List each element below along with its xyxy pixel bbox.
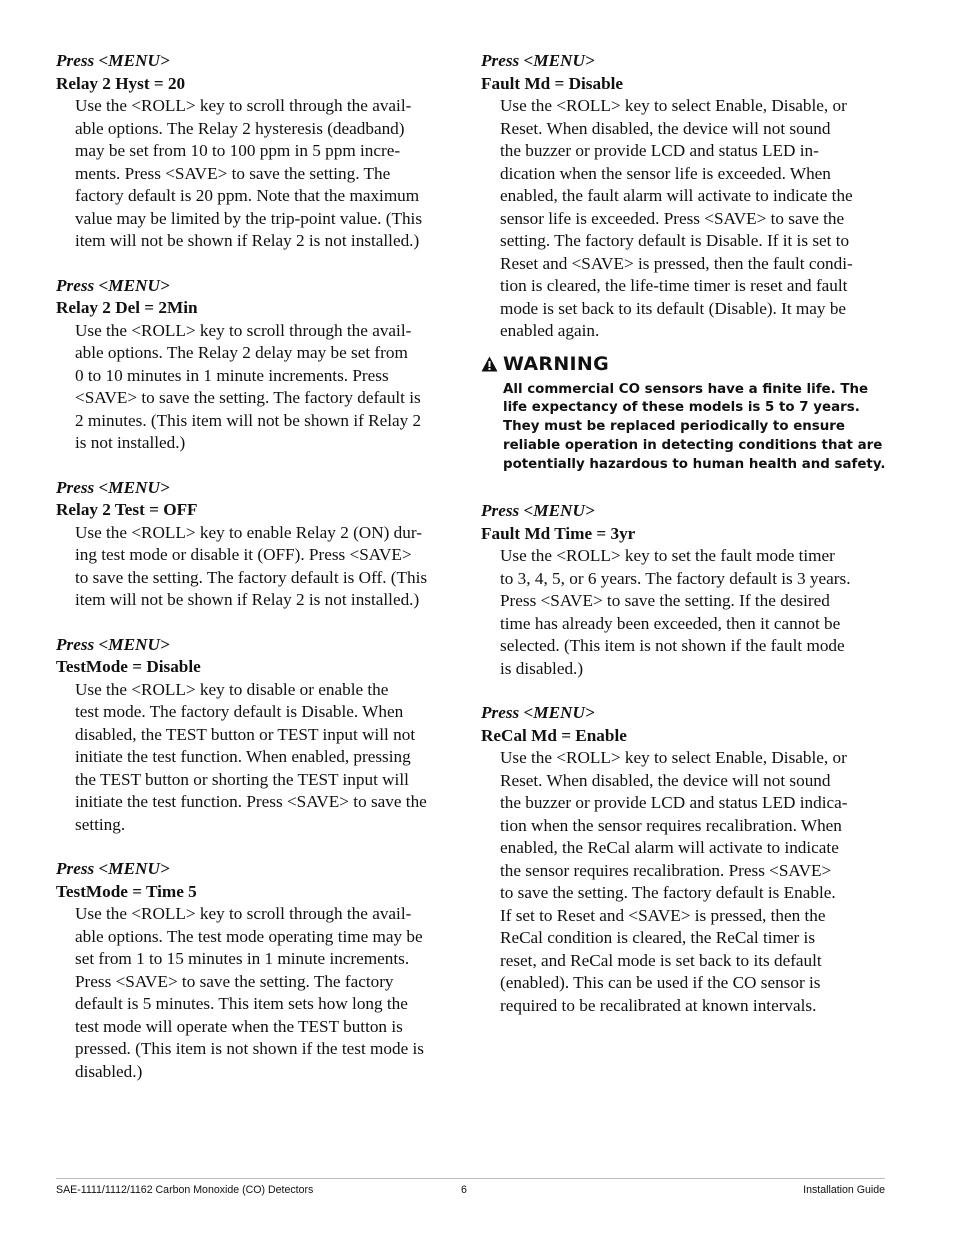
body-line: able options. The Relay 2 delay may be set from [75,343,408,362]
warning-line: They must be replaced periodically to ensure [503,419,845,435]
section-body [75,679,461,837]
warning-line: life expectancy of these models is 5 to 7 years. [503,400,860,416]
body-line: Use the <ROLL> key to set the fault mode timer [500,546,835,566]
body-line: to save the setting. The factory default is Off. (This [75,567,428,587]
body-line: setting. [75,814,126,834]
body-line: required to be recalibrated at known intervals. [500,995,817,1015]
body-line: (enabled). This can be used if the CO sensor is [500,973,821,993]
body-line: is not installed.) [75,433,186,452]
body-line: factory default is 20 ppm. Note that the maximum [75,186,420,205]
body-line: disabled.) [75,1061,143,1081]
section-testmode-time [56,858,461,1083]
section-fault-md-time [481,500,886,680]
body-line: If set to Reset and <SAVE> is pressed, then the [500,905,826,925]
footer-doc-title: SAE-1111/1112/1162 Carbon Monoxide (CO) Detectors [56,1184,314,1196]
body-line: may be set from 10 to 100 ppm in 5 ppm incre- [75,141,401,160]
body-line: to save the setting. The factory default is Enable. [500,883,836,903]
body-line: 0 to 10 minutes in 1 minute increments. Press [75,365,389,385]
setting-heading: TestMode = Time 5 [56,881,197,901]
body-line: Use the <ROLL> key to disable or enable the [75,679,389,699]
body-line: Press <SAVE> to save the setting. If the desired [500,591,830,611]
body-line: tion when the sensor requires recalibration. When [500,815,842,835]
section-body [500,95,886,343]
body-line: item will not be shown if Relay 2 is not installed.) [75,231,420,250]
press-menu-label: Press <MENU> [56,477,170,497]
body-line: disabled, the TEST button or TEST input will not [75,724,416,744]
footer-guide-label: Installation Guide [803,1184,885,1196]
body-line: tion is cleared, the life-time timer is reset and fault [500,276,848,295]
body-line: Reset. When disabled, the device will not sound [500,770,831,790]
body-line: reset, and ReCal mode is set back to its default [500,950,822,970]
section-body [75,522,461,612]
section-body [500,545,886,680]
body-line: setting. The factory default is Disable. If it is set to [500,231,850,250]
body-line: default is 5 minutes. This item sets how long the [75,994,408,1013]
page-footer [56,1178,885,1196]
body-line: Reset and <SAVE> is pressed, then the fault condi- [500,253,853,273]
left-column [56,50,461,1105]
body-line: ReCal condition is cleared, the ReCal timer is [500,928,816,948]
section-body [500,747,886,1017]
setting-heading: TestMode = Disable [56,657,201,676]
press-menu-label: Press <MENU> [56,275,170,295]
body-line: item will not be shown if Relay 2 is not installed.) [75,590,420,609]
body-line: ments. Press <SAVE> to save the setting. The [75,163,391,183]
body-line: value may be limited by the trip-point value. (This [75,208,423,228]
section-body [75,903,461,1083]
body-line: Use the <ROLL> key to scroll through the avail- [75,904,412,923]
footer-page-number: 6 [461,1184,467,1196]
press-menu-label: Press <MENU> [56,859,170,878]
body-line: initiate the test function. Press <SAVE> to save the [75,792,427,811]
warning-line: potentially hazardous to human health and safety. [503,456,886,472]
body-line: Use the <ROLL> key to scroll through the avail- [75,96,412,115]
body-line: mode is set back to its default (Disable). It may be [500,298,847,318]
warning-triangle-icon [481,356,498,372]
body-line: enabled again. [500,321,600,340]
body-line: Reset. When disabled, the device will not sound [500,118,831,138]
body-line: time has already been exceeded, then it cannot be [500,613,841,633]
warning-line: reliable operation in detecting conditions that are [503,437,883,453]
setting-heading: Fault Md Time = 3yr [481,523,636,543]
press-menu-label: Press <MENU> [56,51,170,70]
section-fault-md [481,50,886,343]
body-line: 2 minutes. (This item will not be shown if Relay 2 [75,410,422,430]
warning-title-text: WARNING [503,352,610,375]
setting-heading: Fault Md = Disable [481,73,624,93]
body-line: initiate the test function. When enabled, pressing [75,747,411,766]
section-relay2-del [56,275,461,455]
body-line: Use the <ROLL> key to select Enable, Disable, or [500,96,847,115]
body-line: is disabled.) [500,658,584,678]
warning-line: All commercial CO sensors have a finite life. The [503,381,869,397]
setting-heading: Relay 2 Del = 2Min [56,298,198,317]
right-column [481,50,886,1039]
press-menu-label: Press <MENU> [56,634,170,654]
body-line: enabled, the fault alarm will activate to indicate the [500,186,853,205]
body-line: able options. The Relay 2 hysteresis (deadband) [75,118,405,138]
warning-title [481,351,886,377]
body-line: <SAVE> to save the setting. The factory default is [75,388,421,407]
setting-heading: Relay 2 Test = OFF [56,500,198,519]
press-menu-label: Press <MENU> [481,703,595,723]
body-line: dication when the sensor life is exceeded. When [500,163,831,183]
setting-heading: ReCal Md = Enable [481,725,627,745]
section-relay2-test [56,477,461,612]
body-line: Use the <ROLL> key to scroll through the avail- [75,320,412,340]
body-line: able options. The test mode operating time may be [75,926,423,946]
body-line: the buzzer or provide LCD and status LED indica- [500,793,848,813]
section-testmode-disable [56,634,461,837]
body-line: selected. (This item is not shown if the fault mode [500,636,845,656]
body-line: enabled, the ReCal alarm will activate to indicate [500,838,839,858]
body-line: Use the <ROLL> key to select Enable, Disable, or [500,748,847,768]
section-body [75,320,461,455]
section-recal-md [481,702,886,1017]
body-line: sensor life is exceeded. Press <SAVE> to save the [500,208,845,228]
body-line: Press <SAVE> to save the setting. The factory [75,971,394,991]
body-line: ing test mode or disable it (OFF). Press <SAVE> [75,545,412,564]
setting-heading: Relay 2 Hyst = 20 [56,73,186,93]
section-relay2-hyst [56,50,461,253]
section-body [75,95,461,253]
warning-box [481,351,886,475]
press-menu-label: Press <MENU> [481,501,595,521]
body-line: to 3, 4, 5, or 6 years. The factory default is 3 years. [500,568,851,588]
body-line: test mode will operate when the TEST button is [75,1016,403,1036]
body-line: the sensor requires recalibration. Press <SAVE> [500,860,832,880]
warning-body [503,381,886,475]
body-line: set from 1 to 15 minutes in 1 minute increments. [75,949,410,968]
body-line: test mode. The factory default is Disable. When [75,702,404,721]
body-line: pressed. (This item is not shown if the test mode is [75,1039,424,1058]
body-line: Use the <ROLL> key to enable Relay 2 (ON) dur- [75,522,422,542]
press-menu-label: Press <MENU> [481,51,595,70]
body-line: the buzzer or provide LCD and status LED in- [500,141,819,160]
body-line: the TEST button or shorting the TEST input will [75,769,409,789]
